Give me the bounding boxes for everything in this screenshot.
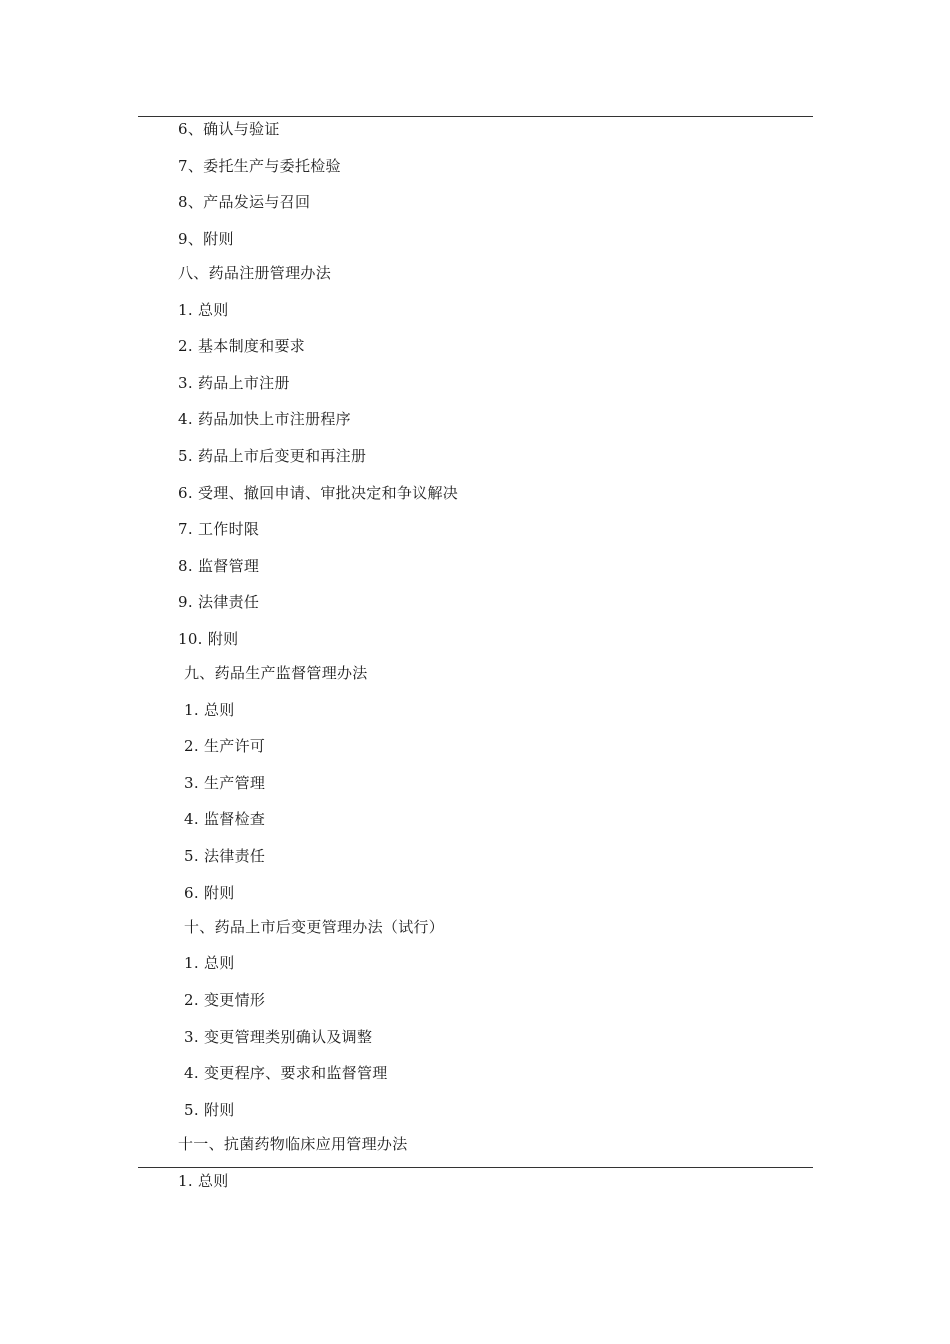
- toc-item: 1. 总则: [178, 301, 229, 319]
- toc-section-heading: 十、药品上市后变更管理办法（试行）: [184, 918, 445, 936]
- toc-item: 7、委托生产与委托检验: [178, 157, 341, 175]
- toc-item: 3. 药品上市注册: [178, 374, 290, 392]
- toc-item: 1. 总则: [178, 1172, 229, 1190]
- toc-item: 5. 附则: [184, 1101, 235, 1119]
- toc-item: 5. 药品上市后变更和再注册: [178, 447, 367, 465]
- toc-section-heading: 十一、抗菌药物临床应用管理办法: [178, 1135, 408, 1153]
- toc-item: 6. 附则: [184, 884, 235, 902]
- header-rule: [138, 116, 813, 117]
- toc-item: 2. 生产许可: [184, 737, 266, 755]
- toc-item: 4. 监督检查: [184, 810, 266, 828]
- toc-item: 8、产品发运与召回: [178, 193, 311, 211]
- footer-rule: [138, 1167, 813, 1168]
- toc-item: 6. 受理、撤回申请、审批决定和争议解决: [178, 484, 459, 502]
- toc-item: 3. 生产管理: [184, 774, 266, 792]
- toc-section-heading: 九、药品生产监督管理办法: [184, 664, 368, 682]
- toc-item: 1. 总则: [184, 954, 235, 972]
- toc-item: 9、附则: [178, 230, 234, 248]
- toc-item: 10. 附则: [178, 630, 239, 648]
- toc-item: 2. 基本制度和要求: [178, 337, 306, 355]
- toc-item: 4. 变更程序、要求和监督管理: [184, 1064, 388, 1082]
- toc-item: 1. 总则: [184, 701, 235, 719]
- toc-section-heading: 八、药品注册管理办法: [178, 264, 332, 282]
- toc-item: 6、确认与验证: [178, 120, 280, 138]
- toc-item: 2. 变更情形: [184, 991, 266, 1009]
- toc-item: 9. 法律责任: [178, 593, 260, 611]
- toc-item: 4. 药品加快上市注册程序: [178, 410, 351, 428]
- toc-item: 8. 监督管理: [178, 557, 260, 575]
- toc-item: 3. 变更管理类别确认及调整: [184, 1028, 373, 1046]
- toc-item: 5. 法律责任: [184, 847, 266, 865]
- toc-item: 7. 工作时限: [178, 520, 260, 538]
